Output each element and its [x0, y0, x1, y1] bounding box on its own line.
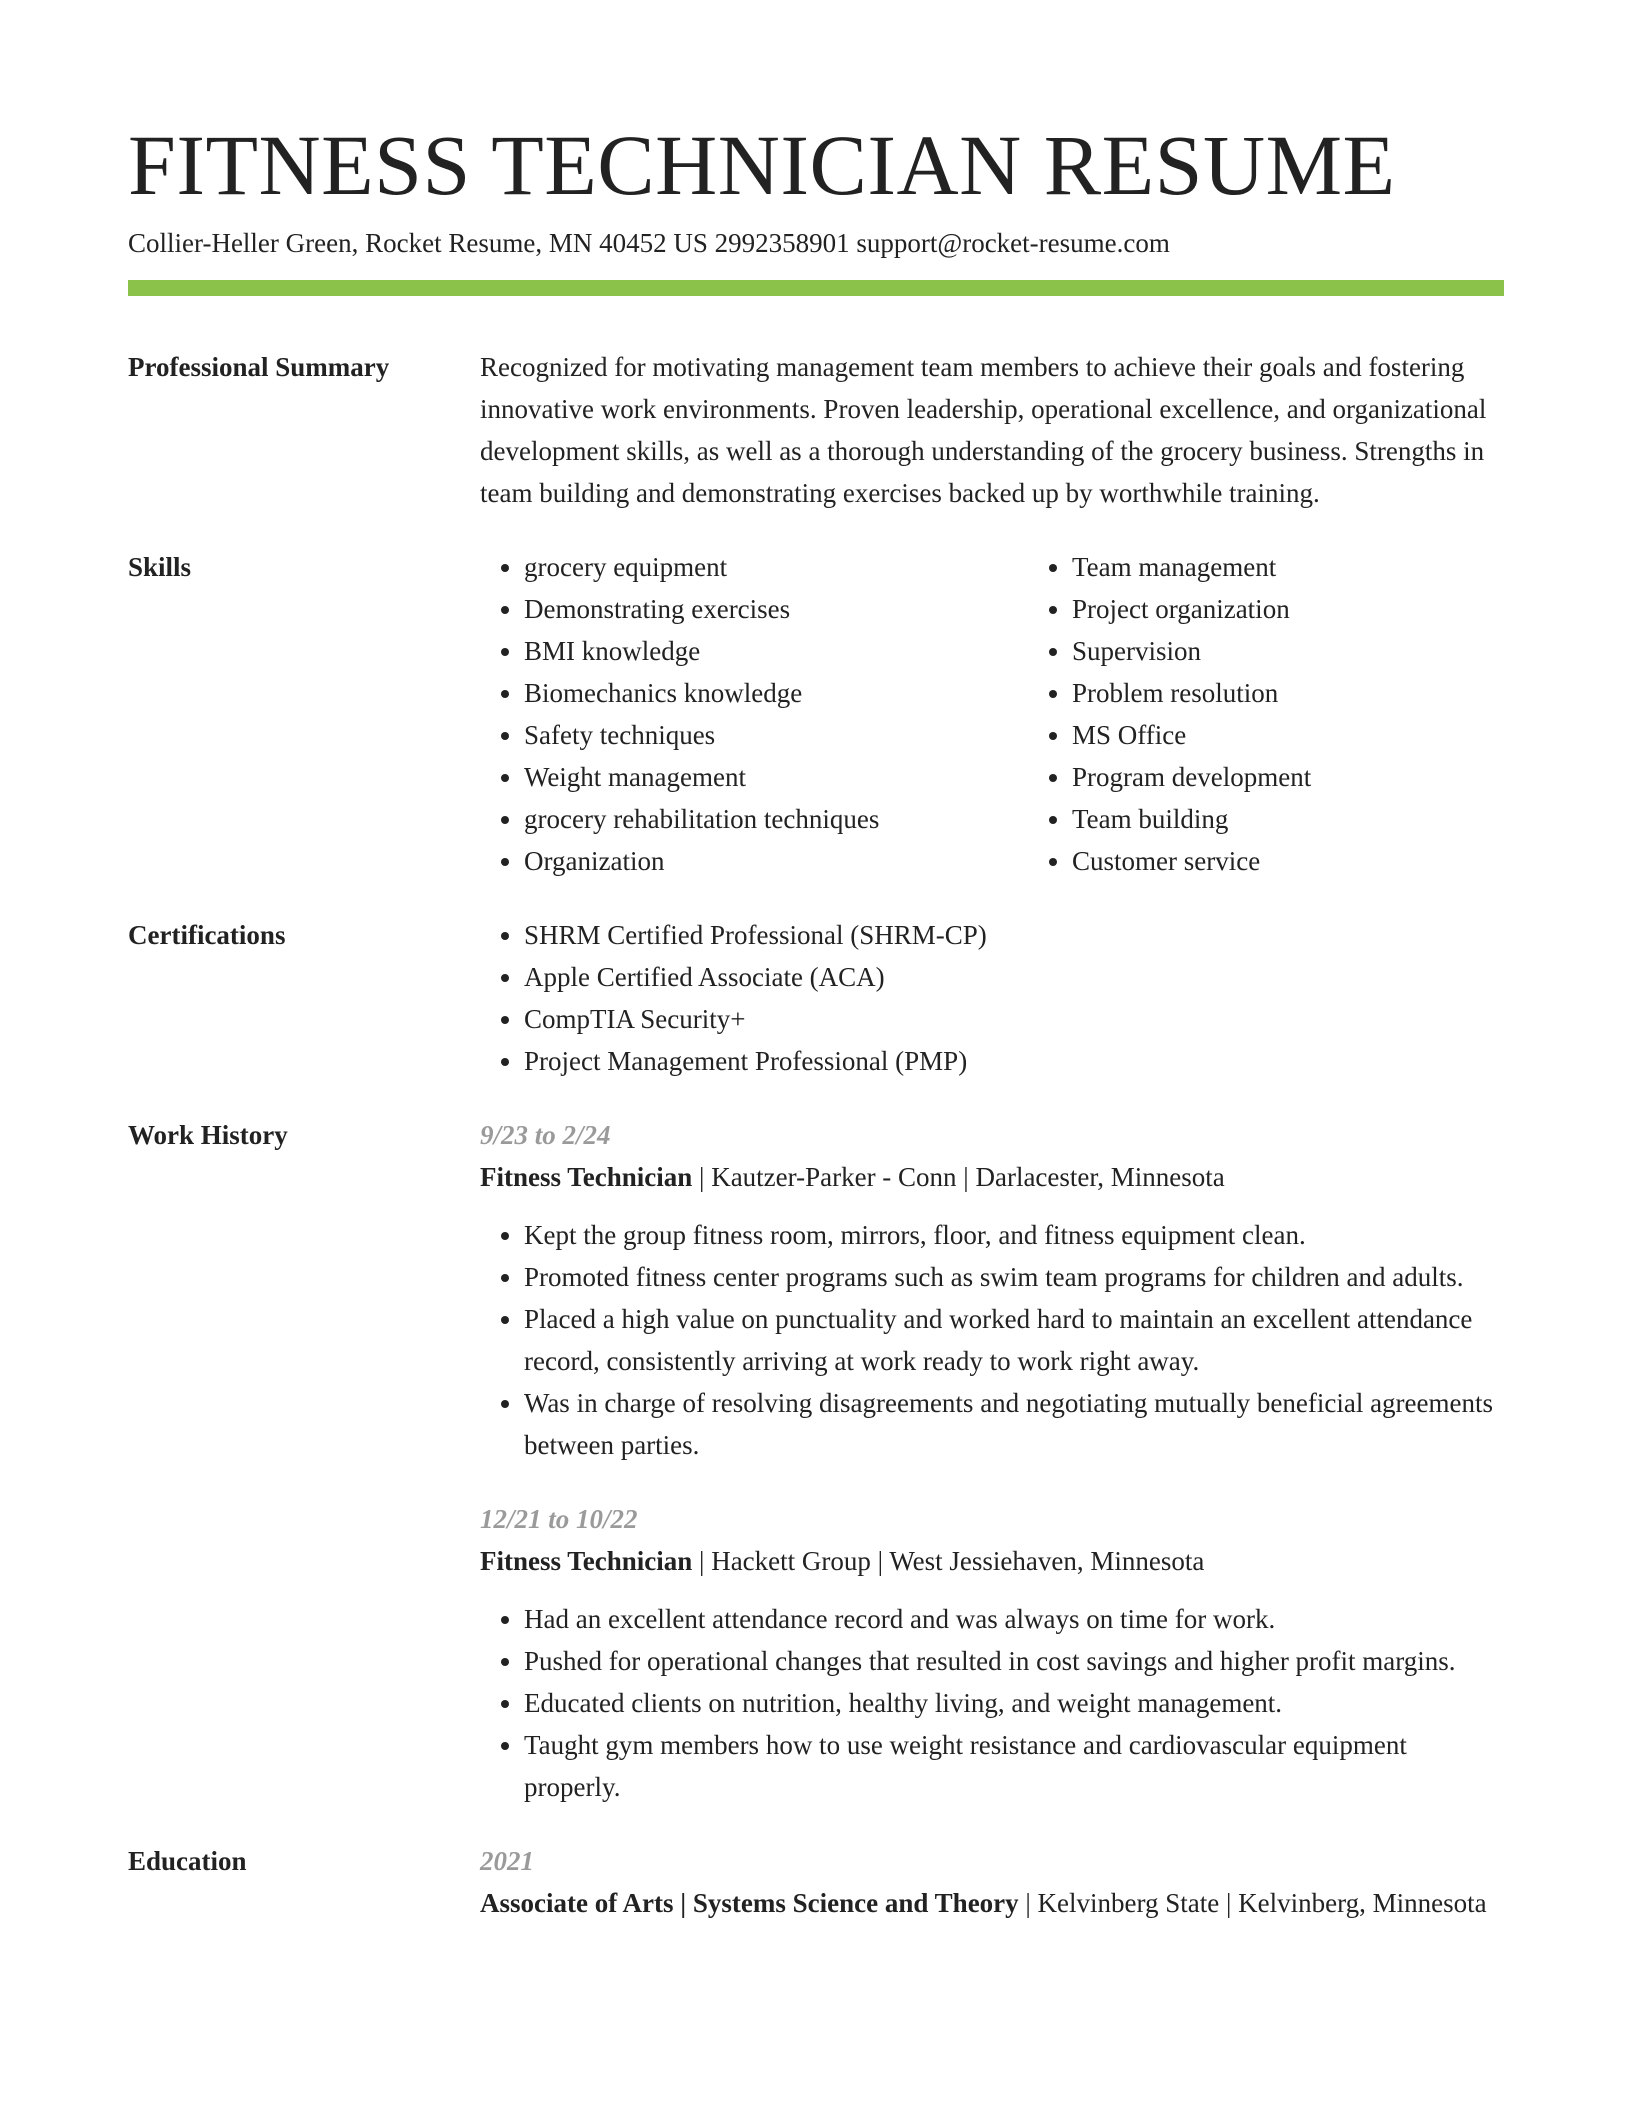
- skill-item: • Program development: [1072, 756, 1576, 798]
- certifications-list: [480, 914, 1504, 1082]
- resume-page: [128, 118, 1504, 1924]
- skill-item: • Safety techniques: [524, 714, 1028, 756]
- work-history-heading: Work History: [128, 1119, 288, 1150]
- contact-address: Collier-Heller Green, Rocket Resume, MN 40452 US: [128, 227, 708, 258]
- job-bullet: • Was in charge of resolving disagreements and negotiating mutually beneficial agreements between parties.: [524, 1382, 1504, 1466]
- skill-item: • Problem resolution: [1072, 672, 1576, 714]
- education-details: | Kelvinberg State | Kelvinberg, Minnesota: [1018, 1887, 1487, 1918]
- job-heading: [480, 1540, 1504, 1582]
- job-bullet: • Taught gym members how to use weight resistance and cardiovascular equipment properly.: [524, 1724, 1504, 1808]
- contact-email: support@rocket-resume.com: [856, 227, 1170, 258]
- skill-item: • Weight management: [524, 756, 1028, 798]
- skill-item: • Project organization: [1072, 588, 1576, 630]
- summary-heading: Professional Summary: [128, 351, 390, 382]
- skills-list-right: [1028, 546, 1576, 882]
- job-dates: 12/21 to 10/22: [480, 1503, 638, 1534]
- summary-section: [128, 346, 1504, 514]
- work-history-body: [480, 1114, 1504, 1808]
- skill-item: • Team building: [1072, 798, 1576, 840]
- skill-item: • Team management: [1072, 546, 1576, 588]
- skill-item: • BMI knowledge: [524, 630, 1028, 672]
- job-entry: [480, 1114, 1504, 1466]
- resume-title: FITNESS TECHNICIAN RESUME: [128, 117, 1396, 213]
- skill-item: • Biomechanics knowledge: [524, 672, 1028, 714]
- skill-item: • grocery equipment: [524, 546, 1028, 588]
- job-bullets: [480, 1598, 1504, 1808]
- job-entry: [480, 1498, 1504, 1808]
- education-degree: Associate of Arts | Systems Science and Theory: [480, 1887, 1019, 1918]
- job-title: Fitness Technician: [480, 1161, 693, 1192]
- contact-line: [128, 223, 1504, 263]
- skills-list-left: [480, 546, 1028, 882]
- skills-section: [128, 546, 1504, 882]
- certification-item: • SHRM Certified Professional (SHRM-CP): [524, 914, 1504, 956]
- job-bullet: • Kept the group fitness room, mirrors, floor, and fitness equipment clean.: [524, 1214, 1504, 1256]
- job-bullet: • Pushed for operational changes that resulted in cost savings and higher profit margins.: [524, 1640, 1504, 1682]
- job-details: | Kautzer-Parker - Conn | Darlacester, Minnesota: [692, 1161, 1225, 1192]
- job-bullets: [480, 1214, 1504, 1466]
- skill-item: • grocery rehabilitation techniques: [524, 798, 1028, 840]
- work-history-section: [128, 1114, 1504, 1808]
- job-heading: [480, 1156, 1504, 1198]
- job-bullet: • Placed a high value on punctuality and worked hard to maintain an excellent attendance record, consistently arriving at work ready to work right away.: [524, 1298, 1504, 1382]
- certifications-heading: Certifications: [128, 919, 286, 950]
- skill-item: • Supervision: [1072, 630, 1576, 672]
- skills-heading: Skills: [128, 551, 192, 582]
- skill-item: • MS Office: [1072, 714, 1576, 756]
- job-details: | Hackett Group | West Jessiehaven, Minnesota: [692, 1545, 1205, 1576]
- certification-item: • Project Management Professional (PMP): [524, 1040, 1504, 1082]
- certification-item: • Apple Certified Associate (ACA): [524, 956, 1504, 998]
- certifications-section: [128, 914, 1504, 1082]
- contact-phone: 2992358901: [714, 227, 850, 258]
- skill-item: • Organization: [524, 840, 1028, 882]
- skills-body: [480, 546, 1576, 882]
- job-title: Fitness Technician: [480, 1545, 693, 1576]
- job-bullet: • Educated clients on nutrition, healthy living, and weight management.: [524, 1682, 1504, 1724]
- education-year: 2021: [480, 1845, 534, 1876]
- summary-text: Recognized for motivating management team members to achieve their goals and fostering innovative work environments. Proven leadership, operational excellence, and organizational development skills, as well as a thorough understanding of the grocery business. Strengths in team building and demonstrating exercises backed up by worthwhile training.: [480, 351, 1487, 508]
- job-bullet: • Had an excellent attendance record and was always on time for work.: [524, 1598, 1504, 1640]
- job-bullet: • Promoted fitness center programs such as swim team programs for children and adults.: [524, 1256, 1504, 1298]
- education-heading: Education: [128, 1845, 247, 1876]
- certifications-body: [480, 914, 1504, 1082]
- header-divider: [128, 280, 1504, 296]
- skill-item: • Demonstrating exercises: [524, 588, 1028, 630]
- education-body: [480, 1840, 1504, 1924]
- job-dates: 9/23 to 2/24: [480, 1119, 611, 1150]
- summary-body: [480, 346, 1504, 514]
- skill-item: • Customer service: [1072, 840, 1576, 882]
- education-section: [128, 1840, 1504, 1924]
- certification-item: • CompTIA Security+: [524, 998, 1504, 1040]
- education-heading-line: [480, 1882, 1504, 1924]
